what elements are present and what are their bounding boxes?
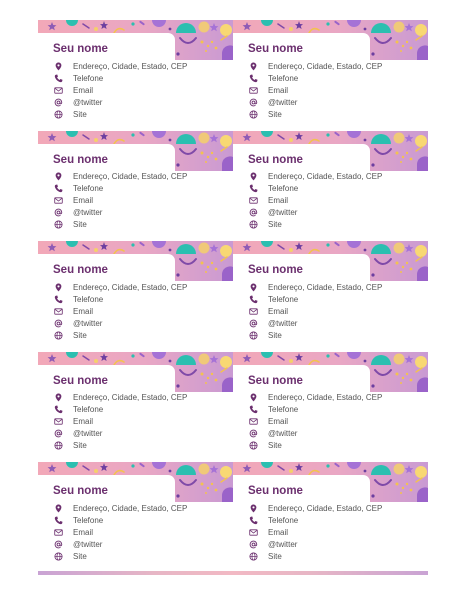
phone-icon	[53, 73, 63, 83]
info-text: Endereço, Cidade, Estado, CEP	[73, 61, 188, 71]
info-text: Endereço, Cidade, Estado, CEP	[73, 503, 188, 513]
at-sign-icon	[248, 429, 258, 439]
phone-icon	[53, 515, 63, 525]
contact-name: Seu nome	[248, 43, 303, 55]
info-text: Telefone	[73, 405, 104, 414]
phone-icon	[248, 294, 258, 304]
phone-icon	[248, 515, 258, 525]
info-line	[53, 502, 231, 514]
info-line	[248, 440, 426, 452]
info-text: @twitter	[268, 539, 298, 549]
phone-icon	[248, 184, 258, 194]
info-line	[53, 392, 231, 404]
label-row	[38, 352, 428, 463]
contact-label-card	[38, 352, 233, 463]
globe-icon	[248, 441, 258, 451]
info-text: @twitter	[73, 97, 103, 107]
globe-icon	[248, 109, 258, 119]
info-text: Endereço, Cidade, Estado, CEP	[73, 282, 188, 292]
info-text: Telefone	[268, 184, 299, 193]
phone-icon	[248, 405, 258, 415]
info-text: Email	[73, 196, 94, 205]
info-line	[248, 317, 426, 329]
contact-name: Seu nome	[53, 485, 108, 497]
info-line	[248, 171, 426, 183]
info-text: Email	[268, 85, 289, 95]
label-row	[38, 241, 428, 352]
info-text: Email	[73, 85, 94, 95]
envelope-icon	[53, 196, 63, 206]
contact-label-card	[233, 352, 428, 463]
contact-info	[248, 502, 426, 562]
info-line	[53, 550, 231, 562]
info-line	[248, 195, 426, 207]
contact-info	[248, 171, 426, 231]
info-text: Telefone	[268, 294, 299, 304]
info-line	[248, 550, 426, 562]
info-line	[53, 60, 231, 72]
contact-info	[53, 392, 231, 452]
info-line	[248, 526, 426, 538]
info-text: @twitter	[268, 208, 298, 217]
info-text: Telefone	[268, 73, 299, 83]
at-sign-icon	[248, 208, 258, 218]
info-line	[248, 404, 426, 416]
contact-info	[248, 392, 426, 452]
info-text: Site	[268, 330, 282, 340]
info-text: Endereço, Cidade, Estado, CEP	[268, 393, 383, 402]
info-text: Email	[268, 196, 289, 205]
contact-label-card	[38, 131, 233, 242]
info-line	[53, 305, 231, 317]
info-text: Email	[73, 306, 94, 316]
at-sign-icon	[248, 539, 258, 549]
contact-label-card	[233, 20, 428, 131]
label-row	[38, 131, 428, 242]
contact-label-card	[233, 131, 428, 242]
contact-label-card	[38, 462, 233, 573]
envelope-icon	[248, 417, 258, 427]
location-pin-icon	[53, 393, 63, 403]
info-line	[53, 538, 231, 550]
info-text: @twitter	[268, 429, 298, 438]
location-pin-icon	[53, 172, 63, 182]
info-text: Site	[268, 220, 282, 229]
info-text: Telefone	[268, 515, 299, 525]
contact-label-card	[233, 241, 428, 352]
info-line	[53, 183, 231, 195]
globe-icon	[248, 330, 258, 340]
location-pin-icon	[248, 282, 258, 292]
info-text: @twitter	[73, 318, 103, 328]
info-line	[248, 514, 426, 526]
info-line	[53, 171, 231, 183]
info-line	[53, 428, 231, 440]
info-text: Site	[73, 441, 87, 450]
phone-icon	[248, 73, 258, 83]
contact-name: Seu nome	[53, 43, 108, 55]
globe-icon	[248, 220, 258, 230]
contact-name: Seu nome	[53, 264, 108, 276]
contact-info	[53, 281, 231, 341]
info-text: @twitter	[73, 539, 103, 549]
phone-icon	[53, 405, 63, 415]
envelope-icon	[53, 417, 63, 427]
info-line	[248, 183, 426, 195]
info-line	[248, 538, 426, 550]
info-text: Site	[268, 551, 282, 561]
info-text: Endereço, Cidade, Estado, CEP	[268, 172, 383, 181]
info-text: @twitter	[268, 97, 298, 107]
info-text: Site	[268, 109, 282, 119]
phone-icon	[53, 294, 63, 304]
info-line	[248, 293, 426, 305]
location-pin-icon	[248, 61, 258, 71]
info-text: Site	[73, 330, 87, 340]
info-line	[53, 440, 231, 452]
contact-info	[248, 281, 426, 341]
info-text: Site	[268, 441, 282, 450]
info-text: Telefone	[73, 515, 104, 525]
contact-label-card	[38, 20, 233, 131]
info-text: Email	[73, 417, 94, 426]
info-line	[53, 72, 231, 84]
envelope-icon	[53, 527, 63, 537]
info-text: Endereço, Cidade, Estado, CEP	[268, 61, 383, 71]
info-line	[248, 305, 426, 317]
info-line	[248, 392, 426, 404]
envelope-icon	[248, 527, 258, 537]
contact-name: Seu nome	[53, 374, 108, 387]
at-sign-icon	[248, 97, 258, 107]
info-line	[248, 329, 426, 341]
info-text: Endereço, Cidade, Estado, CEP	[73, 172, 188, 181]
info-text: Telefone	[73, 73, 104, 83]
info-text: Endereço, Cidade, Estado, CEP	[268, 282, 383, 292]
info-line	[53, 96, 231, 108]
at-sign-icon	[53, 208, 63, 218]
location-pin-icon	[248, 503, 258, 513]
contact-label-card	[38, 241, 233, 352]
info-line	[53, 526, 231, 538]
label-sheet	[38, 20, 428, 573]
globe-icon	[53, 441, 63, 451]
label-row	[38, 20, 428, 131]
info-text: @twitter	[268, 318, 298, 328]
phone-icon	[53, 184, 63, 194]
contact-name: Seu nome	[248, 264, 303, 276]
envelope-icon	[248, 306, 258, 316]
info-line	[248, 72, 426, 84]
info-text: Email	[268, 417, 289, 426]
at-sign-icon	[53, 318, 63, 328]
info-line	[248, 84, 426, 96]
at-sign-icon	[53, 429, 63, 439]
info-text: Endereço, Cidade, Estado, CEP	[268, 503, 383, 513]
info-line	[248, 219, 426, 231]
contact-info	[53, 60, 231, 120]
info-line	[248, 60, 426, 72]
globe-icon	[53, 551, 63, 561]
label-row	[38, 462, 428, 573]
at-sign-icon	[248, 318, 258, 328]
info-line	[53, 195, 231, 207]
globe-icon	[248, 551, 258, 561]
contact-name: Seu nome	[248, 485, 303, 497]
info-line	[53, 317, 231, 329]
globe-icon	[53, 220, 63, 230]
info-line	[53, 404, 231, 416]
info-text: Site	[73, 551, 87, 561]
contact-info	[248, 60, 426, 120]
globe-icon	[53, 330, 63, 340]
info-text: Telefone	[73, 294, 104, 304]
location-pin-icon	[248, 393, 258, 403]
envelope-icon	[248, 85, 258, 95]
info-line	[53, 514, 231, 526]
location-pin-icon	[53, 282, 63, 292]
info-line	[53, 329, 231, 341]
contact-name: Seu nome	[53, 153, 108, 166]
bottom-decorative-strip	[38, 571, 428, 575]
info-line	[53, 416, 231, 428]
info-text: Site	[73, 109, 87, 119]
contact-name: Seu nome	[248, 374, 303, 387]
contact-label-card	[233, 462, 428, 573]
info-line	[53, 84, 231, 96]
info-line	[248, 281, 426, 293]
info-text: Email	[268, 306, 289, 316]
info-text: Telefone	[268, 405, 299, 414]
location-pin-icon	[53, 61, 63, 71]
info-text: Email	[268, 527, 289, 537]
info-text: Telefone	[73, 184, 104, 193]
info-line	[53, 108, 231, 120]
at-sign-icon	[53, 97, 63, 107]
info-line	[53, 219, 231, 231]
info-line	[248, 416, 426, 428]
info-text: Email	[73, 527, 94, 537]
info-line	[248, 96, 426, 108]
info-line	[53, 293, 231, 305]
contact-name: Seu nome	[248, 153, 303, 166]
info-line	[248, 108, 426, 120]
info-text: Site	[73, 220, 87, 229]
envelope-icon	[53, 306, 63, 316]
contact-info	[53, 171, 231, 231]
location-pin-icon	[53, 503, 63, 513]
info-text: Endereço, Cidade, Estado, CEP	[73, 393, 188, 402]
location-pin-icon	[248, 172, 258, 182]
info-line	[248, 502, 426, 514]
info-line	[53, 207, 231, 219]
at-sign-icon	[53, 539, 63, 549]
info-text: @twitter	[73, 208, 103, 217]
envelope-icon	[248, 196, 258, 206]
info-line	[53, 281, 231, 293]
contact-info	[53, 502, 231, 562]
globe-icon	[53, 109, 63, 119]
info-text: @twitter	[73, 429, 103, 438]
info-line	[248, 428, 426, 440]
info-line	[248, 207, 426, 219]
envelope-icon	[53, 85, 63, 95]
